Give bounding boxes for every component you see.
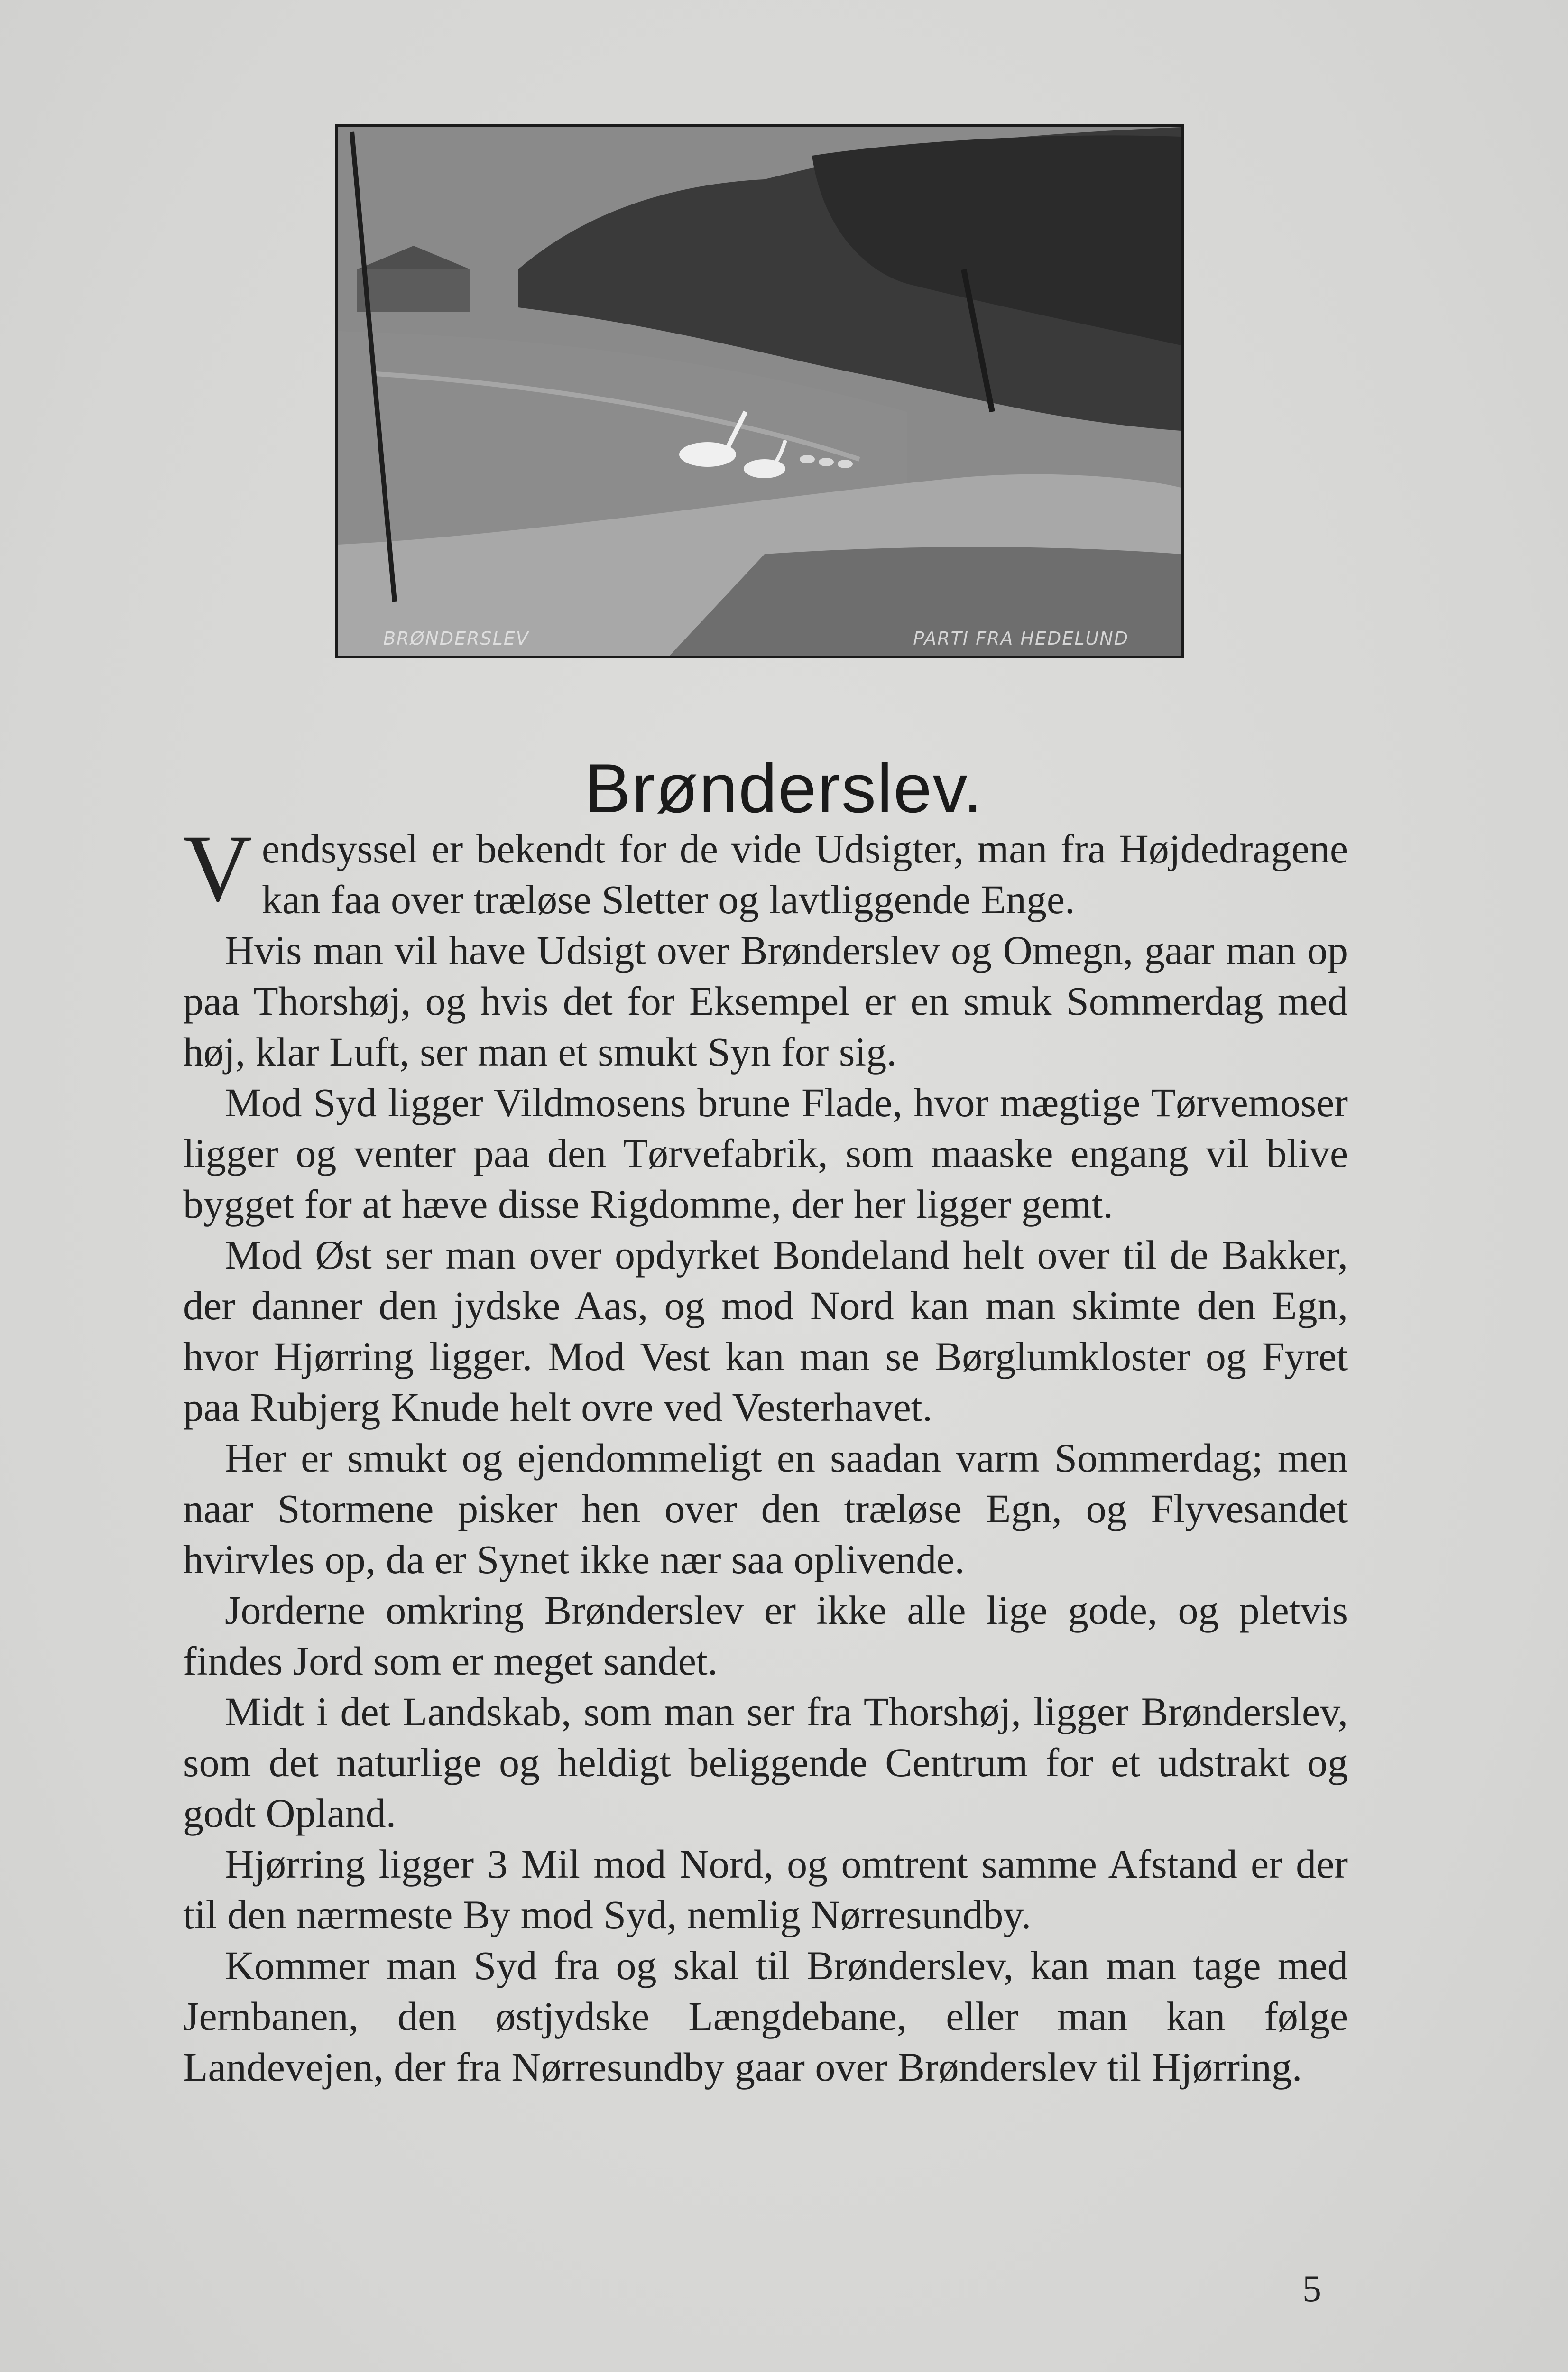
paragraph-8: Hjørring ligger 3 Mil mod Nord, og omtrent samme Afstand er der til den nærmeste By mod Syd, nemlig Nørresundby. xyxy=(183,1841,1348,1937)
swan-lake-photograph xyxy=(338,127,1181,656)
paragraph-7: Midt i det Landskab, som man ser fra Thorshøj, ligger Brønderslev, som det naturlige og heldigt beliggende Centrum for et udstrakt og godt Opland. xyxy=(183,1689,1348,1836)
body-text xyxy=(183,815,1348,2093)
drop-cap: V xyxy=(183,815,252,921)
paragraph-5: Her er smukt og ejendommeligt en saadan varm Sommerdag; men naar Stormene pisker hen over den træløse Egn, og Flyvesandet hvirvles op, da er Synet ikke nær saa oplivende. xyxy=(183,1435,1348,1582)
paragraph-6: Jorderne omkring Brønderslev er ikke alle lige gode, og pletvis findes Jord som er meget sandet. xyxy=(183,1587,1348,1684)
photo-caption-right: PARTI FRA HEDELUND xyxy=(913,628,1129,649)
photograph-scene xyxy=(338,127,1181,656)
paragraph-1-text: endsyssel er bekendt for de vide Udsigter, man fra Højdedragene kan faa over træløse Sletter og lavtliggende Enge. xyxy=(261,826,1348,922)
paragraph-1 xyxy=(183,815,1348,925)
photograph-frame xyxy=(335,124,1184,658)
paragraph-2: Hvis man vil have Udsigt over Brønderslev og Omegn, gaar man op paa Thorshøj, og hvis det for Eksempel er en smuk Sommerdag med høj, klar Luft, ser man et smukt Syn for sig. xyxy=(183,927,1348,1075)
paragraph-3: Mod Syd ligger Vildmosens brune Flade, hvor mægtige Tørvemoser ligger og venter paa den Tørvefabrik, som maaske engang vil blive bygget for at hæve disse Rigdomme, der her ligger gemt. xyxy=(183,1080,1348,1227)
photo-caption-left: BRØNDERSLEV xyxy=(383,628,529,649)
paragraph-9: Kommer man Syd fra og skal til Brønderslev, kan man tage med Jernbanen, den østjydske Længdebane, eller man kan følge Landevejen, der fra Nørresundby gaar over Brønderslev til Hjørring. xyxy=(183,1943,1348,2090)
paragraph-4: Mod Øst ser man over opdyrket Bondeland helt over til de Bakker, der danner den jydske Aas, og mod Nord kan man skimte den Egn, hvor Hjørring ligger. Mod Vest kan man se Børglumkloster og Fyret paa Rubjerg Knude helt ovre ved Vesterhavet. xyxy=(183,1232,1348,1430)
page-number: 5 xyxy=(1302,2268,1321,2310)
page-title: Brønderslev. xyxy=(584,749,984,827)
